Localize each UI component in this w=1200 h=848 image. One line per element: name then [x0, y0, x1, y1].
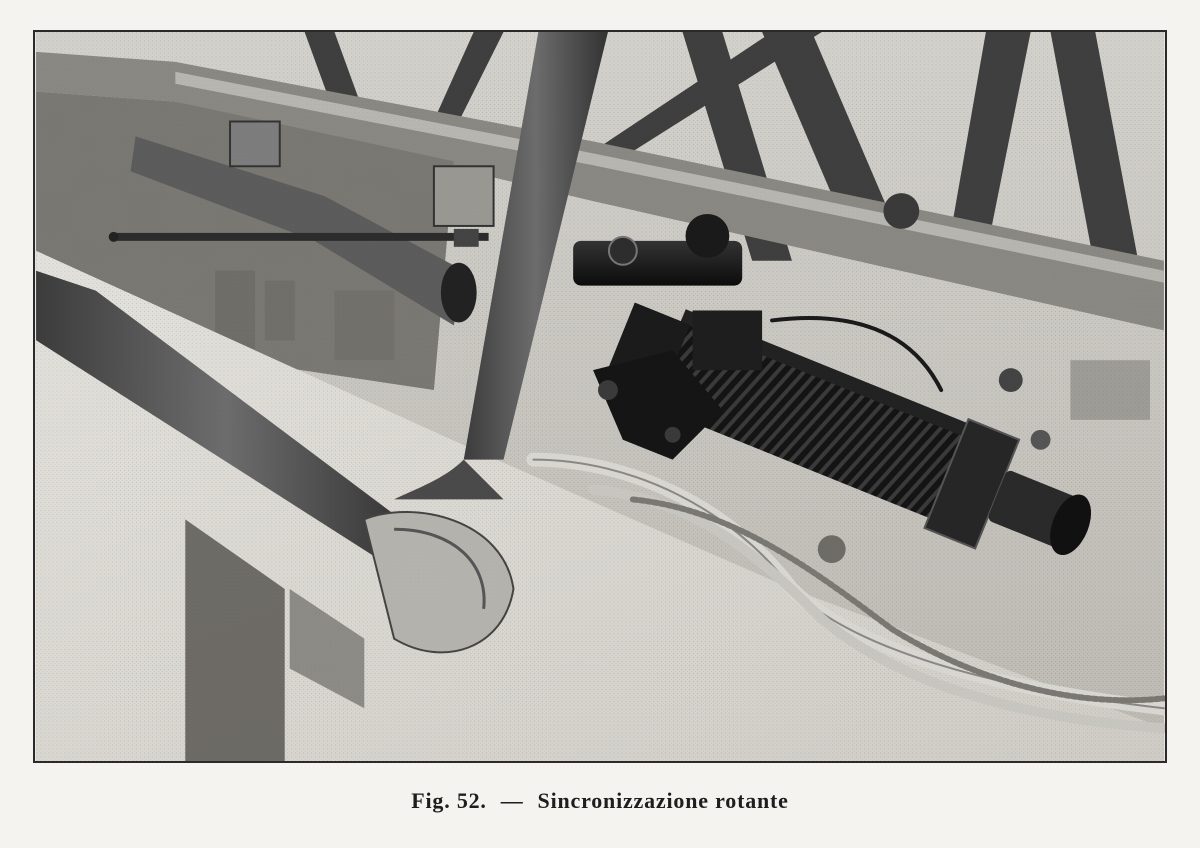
machine-gun-photograph [35, 32, 1165, 761]
photograph-plate [33, 30, 1167, 763]
figure-title: Sincronizzazione rotante [537, 788, 789, 813]
figure-caption [0, 788, 1200, 814]
figure-label: Fig. 52. [411, 788, 487, 813]
caption-separator: — [500, 788, 524, 813]
